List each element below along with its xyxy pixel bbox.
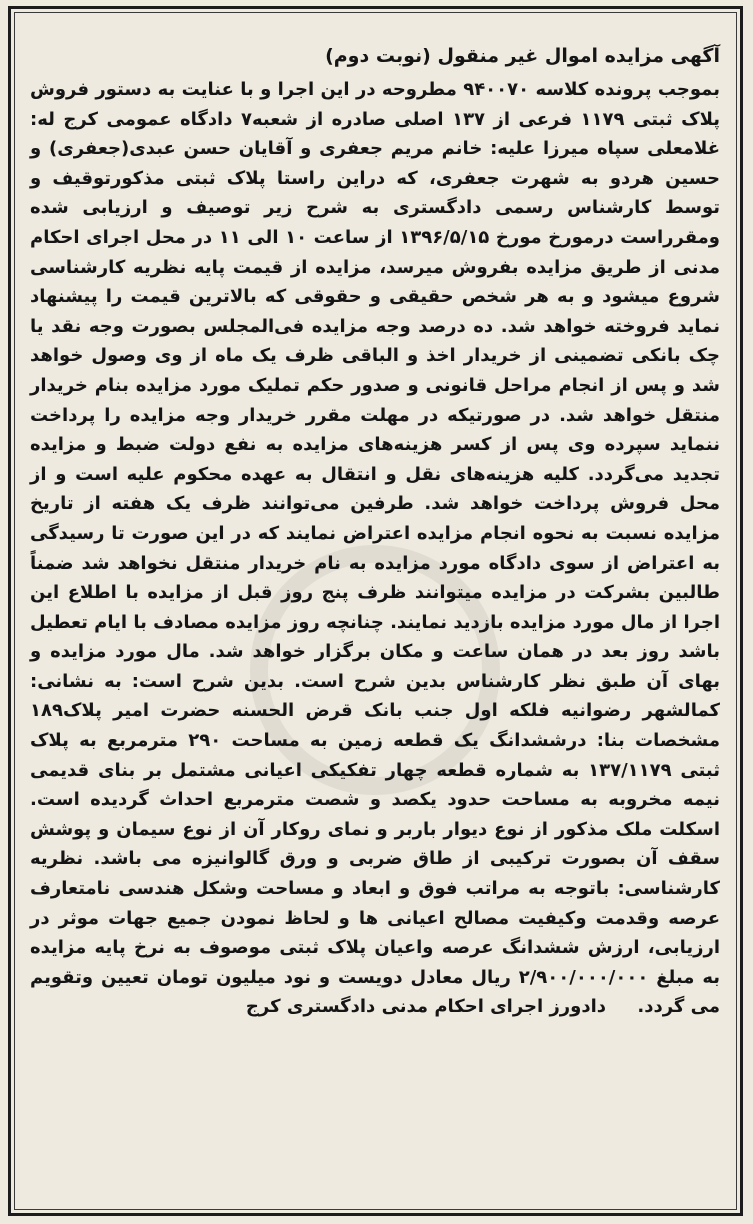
notice-title: آگهی مزایده اموال غیر منقول (نوبت دوم) — [325, 45, 720, 67]
notice-signature: دادورز اجرای احکام مدنی دادگستری کرج — [245, 996, 607, 1018]
auction-notice — [30, 42, 720, 1022]
notice-body — [30, 75, 720, 1022]
notice-body-text: بموجب پرونده کلاسه ۹۴۰۰۷۰ مطروحه در این اجرا و با عنایت به دستور فروش پلاک ثبتی ۱۱۷۹ فرعی از ۱۳۷ اصلی صادره از شعبه۷ دادگاه عمومی کرج له: غلامعلی سپاه میرزا علیه: خانم مریم جعفری و آقایان حسن عبدی(جعفری) و حسین هردو به شهرت جعفری، که دراین راستا پلاک ثبتی مذکورتوقیف و توسط کارشناس رسمی دادگستری به شرح زیر توصیف و ارزیابی شده ومقرراست درمورخ مورخ ۱۳۹۶/۵/۱۵ از ساعت ۱۰ الی ۱۱ در محل اجرای احکام مدنی از طریق مزایده بفروش میرسد، مزایده از قیمت پایه نظریه کارشناسی شروع میشود و به هر شخص حقیقی و حقوقی که بالاترین قیمت را پیشنهاد نماید فروخته خواهد شد. ده درصد وجه مزایده فی‌المجلس بصورت وجه نقد یا چک بانکی تضمینی از خریدار اخذ و الباقی ظرف یک ماه از وی وصول خواهد شد و پس از انجام مراحل قانونی و صدور حکم تملیک مورد مزایده بنام خریدار منتقل خواهد شد. در صورتیکه در مهلت مقرر خریدار وجه مزایده را پرداخت ننماید سپرده وی پس از کسر هزینه‌های مزایده به نفع دولت ضبط و مزایده تجدید می‌گردد. کلیه هزینه‌های نقل و انتقال به عهده محکوم علیه است و از محل فروش پرداخت خواهد شد. طرفین می‌توانند ظرف یک هفته از تاریخ مزایده نسبت به نحوه انجام مزایده اعتراض نمایند که در این صورت تا رسیدگی به اعتراض از سوی دادگاه مورد مزایده به نام خریدار منتقل نخواهد شد ضمناً طالبین بشرکت در مزایده میتوانند ظرف پنج روز قبل از مزایده با اطلاع این اجرا از مال مورد مزایده بازدید نمایند. چنانچه روز مزایده مصادف با ایام تعطیل باشد روز بعد در همان ساعت و مکان برگزار خواهد شد. مال مورد مزایده و بهای آن طبق نظر کارشناس بدین شرح است. بدین شرح است: به نشانی: کمالشهر رضوانیه فلکه اول جنب بانک قرض الحسنه حضرت امیر پلاک۱۸۹ مشخصات بنا: درششدانگ یک قطعه زمین به مساحت ۲۹۰ مترمربع به پلاک ثبتی ۱۳۷/۱۱۷۹ به شماره قطعه چهار تفکیکی اعیانی مشتمل بر بنای قدیمی نیمه مخروبه به مساحت حدود یکصد و شصت مترمربع احداث گردیده است. اسکلت ملک مذکور از نوع دیوار باربر و نمای روکار آن از نوع سیمان و پوشش سقف آن بصورت ترکیبی از طاق ضربی و ورق گالوانیزه می باشد. نظریه کارشناسی: باتوجه به مراتب فوق و ابعاد و مساحت وشکل هندسی نامتعارف عرصه وقدمت وکیفیت مصالح اعیانی ها و لحاظ نمودن جمیع جهات موثر در ارزیابی، ارزش ششدانگ عرصه واعیان پلاک ثبتی موصوف به نرخ پایه مزایده به مبلغ ۲/۹۰۰/۰۰۰/۰۰۰ ریال معادل دویست و نود میلیون تومان تعیین وتقویم می گردد. — [30, 79, 720, 1018]
